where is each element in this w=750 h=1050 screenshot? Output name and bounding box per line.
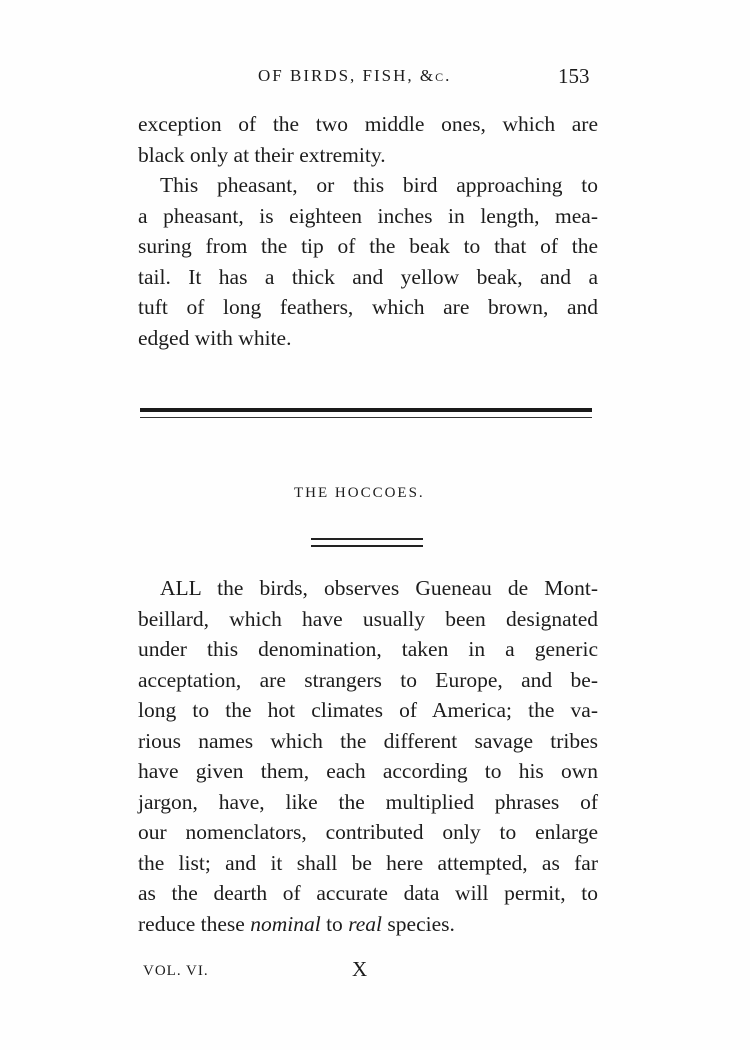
title-underline-bottom [311,545,423,547]
section-title: THE HOCCOES. [294,485,425,501]
text-line: as the dearth of accurate data will permit, to [138,881,598,905]
text-line: have given them, each according to his own [138,759,598,783]
text-line: jargon, have, like the multiplied phrases of [138,789,598,814]
text-line: tail. It has a thick and yellow beak, and a [138,264,598,289]
italic-word: real [348,911,383,936]
continuation-paragraph [138,109,598,170]
text-line: under this denomination, taken in a generic [138,637,598,661]
text-line: acceptation, are strangers to Europe, and be- [138,667,598,692]
italic-word: nominal [250,911,321,936]
text-fragment: species. [382,911,455,936]
text-line: a pheasant, is eighteen inches in length, mea- [138,203,598,228]
page-number: 153 [558,64,590,88]
text-line: long to the hot climates of America; the va- [138,698,598,722]
text-line: tuft of long feathers, which are brown, and [138,295,598,319]
last-text-line [138,909,598,940]
text-line: rious names which the different savage tribes [138,728,598,753]
text-line: suring from the tip of the beak to that of the [138,234,598,258]
text-line: ALL the birds, observes Gueneau de Mont- [160,576,598,600]
running-head: OF BIRDS, FISH, &c. [258,66,452,85]
section-divider-thick [140,408,592,412]
text-line: This pheasant, or this bird approaching to [160,173,598,197]
hoccoes-paragraph [138,573,598,939]
text-line: edged with white. [138,325,292,350]
title-underline-top [311,538,423,540]
text-line: black only at their extremity. [138,142,386,167]
text-line: the list; and it shall be here attempted, as far [138,850,598,875]
text-fragment: to [320,911,349,936]
text-line: beillard, which have usually been designated [138,606,598,631]
text-line: our nomenclators, contributed only to enlarge [138,820,598,844]
text-line: exception of the two middle ones, which are [138,112,598,136]
signature-mark: X [352,957,368,981]
volume-footer: VOL. VI. [143,963,209,979]
section-divider-thin [140,417,592,418]
pheasant-paragraph [138,170,598,353]
text-fragment: reduce these [138,911,251,936]
